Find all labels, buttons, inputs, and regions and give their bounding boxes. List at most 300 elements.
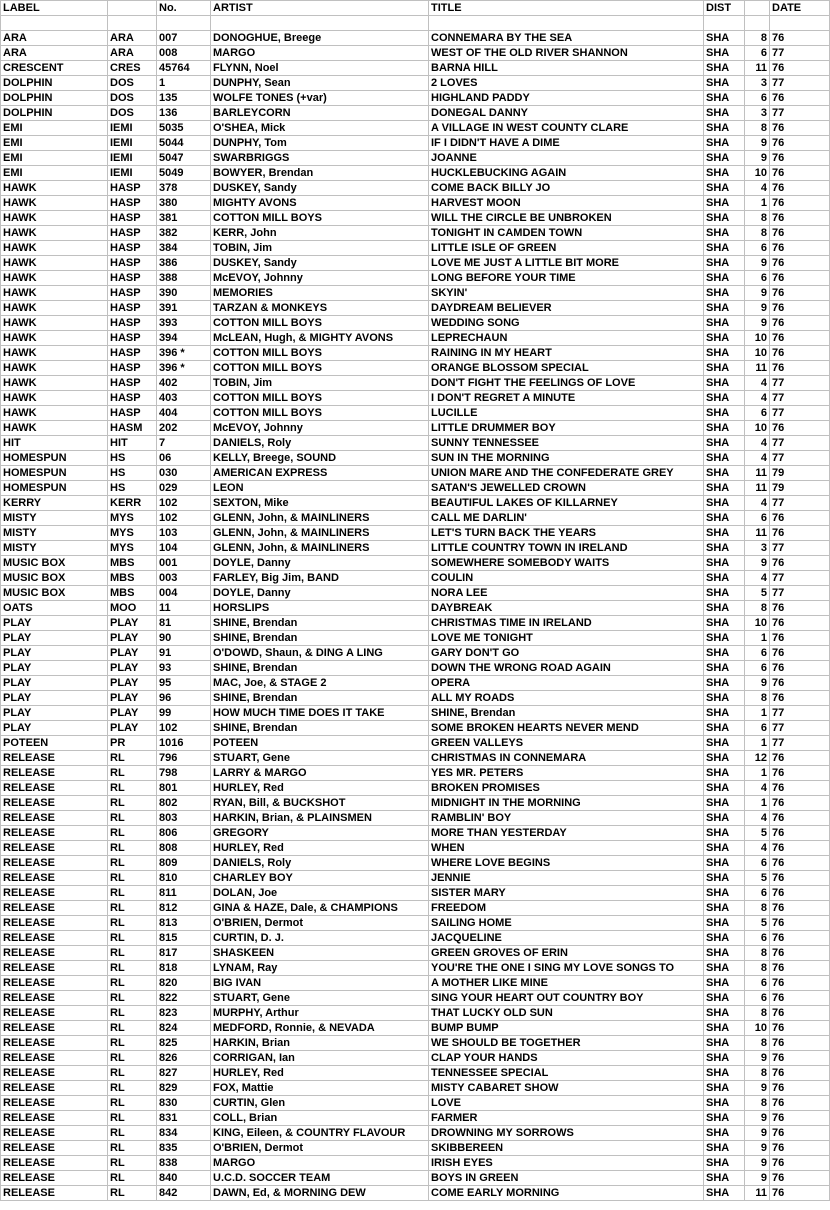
cell-title: GREEN GROVES OF ERIN <box>429 946 704 961</box>
cell-title: LITTLE ISLE OF GREEN <box>429 241 704 256</box>
column-header-dist: DIST <box>704 1 745 16</box>
cell-date: 76 <box>770 901 830 916</box>
cell-date: 77 <box>770 541 830 556</box>
cell-dist: SHA <box>704 586 745 601</box>
cell-label: MUSIC BOX <box>1 571 108 586</box>
cell-title: MISTY CABARET SHOW <box>429 1081 704 1096</box>
cell-date: 76 <box>770 1126 830 1141</box>
cell-dist: SHA <box>704 31 745 46</box>
cell-label-code: RL <box>108 796 157 811</box>
cell-label: RELEASE <box>1 751 108 766</box>
cell-label-code: RL <box>108 1171 157 1186</box>
cell-number: 827 <box>157 1066 211 1081</box>
cell-label-code: HASP <box>108 211 157 226</box>
cell-date: 76 <box>770 241 830 256</box>
cell-date: 77 <box>770 436 830 451</box>
cell-artist: LARRY & MARGO <box>211 766 429 781</box>
cell-title: ALL MY ROADS <box>429 691 704 706</box>
cell-label: RELEASE <box>1 946 108 961</box>
cell-dist: SHA <box>704 256 745 271</box>
cell-date: 76 <box>770 346 830 361</box>
cell-title: CALL ME DARLIN' <box>429 511 704 526</box>
cell-date: 76 <box>770 781 830 796</box>
cell-number: 803 <box>157 811 211 826</box>
table-row <box>1 391 830 406</box>
cell-dist: SHA <box>704 76 745 91</box>
cell-month: 9 <box>745 676 770 691</box>
cell-month: 9 <box>745 556 770 571</box>
cell-title: YES MR. PETERS <box>429 766 704 781</box>
column-header-title: TITLE <box>429 1 704 16</box>
cell-month: 8 <box>745 121 770 136</box>
cell-label: PLAY <box>1 661 108 676</box>
cell-label-code: IEMI <box>108 121 157 136</box>
table-row <box>1 766 830 781</box>
cell-month: 11 <box>745 466 770 481</box>
cell-date: 76 <box>770 1081 830 1096</box>
cell-label-code: HASP <box>108 226 157 241</box>
cell-dist: SHA <box>704 556 745 571</box>
cell-label-code: HASP <box>108 241 157 256</box>
cell-label-code: HASP <box>108 181 157 196</box>
cell-title: RAMBLIN' BOY <box>429 811 704 826</box>
cell-number: 813 <box>157 916 211 931</box>
cell-title: A VILLAGE IN WEST COUNTY CLARE <box>429 121 704 136</box>
cell-number: 029 <box>157 481 211 496</box>
cell-month: 6 <box>745 991 770 1006</box>
cell-dist: SHA <box>704 646 745 661</box>
table-row <box>1 511 830 526</box>
cell-label: HIT <box>1 436 108 451</box>
cell-dist: SHA <box>704 961 745 976</box>
cell-title: HUCKLEBUCKING AGAIN <box>429 166 704 181</box>
cell-label: RELEASE <box>1 916 108 931</box>
cell-title: BEAUTIFUL LAKES OF KILLARNEY <box>429 496 704 511</box>
cell-title: CONNEMARA BY THE SEA <box>429 31 704 46</box>
cell-dist: SHA <box>704 421 745 436</box>
cell-month: 8 <box>745 31 770 46</box>
cell-label: RELEASE <box>1 811 108 826</box>
cell-dist: SHA <box>704 91 745 106</box>
cell-label-code: PR <box>108 736 157 751</box>
cell-dist: SHA <box>704 451 745 466</box>
table-row <box>1 226 830 241</box>
cell-number: 5047 <box>157 151 211 166</box>
cell-title: SHINE, Brendan <box>429 706 704 721</box>
cell-title: THAT LUCKY OLD SUN <box>429 1006 704 1021</box>
cell-date: 77 <box>770 706 830 721</box>
cell-dist: SHA <box>704 631 745 646</box>
cell-label: HAWK <box>1 376 108 391</box>
cell-date: 76 <box>770 361 830 376</box>
cell-artist: DUSKEY, Sandy <box>211 181 429 196</box>
cell-month: 4 <box>745 841 770 856</box>
cell-artist: MURPHY, Arthur <box>211 1006 429 1021</box>
cell-label-code: HASP <box>108 316 157 331</box>
cell-title: LEPRECHAUN <box>429 331 704 346</box>
table-row <box>1 1006 830 1021</box>
cell-artist: COTTON MILL BOYS <box>211 346 429 361</box>
table-row <box>1 991 830 1006</box>
table-row <box>1 1141 830 1156</box>
cell-artist: SWARBRIGGS <box>211 151 429 166</box>
cell-title: DONEGAL DANNY <box>429 106 704 121</box>
cell-dist: SHA <box>704 736 745 751</box>
cell-date: 76 <box>770 556 830 571</box>
cell-title: CHRISTMAS IN CONNEMARA <box>429 751 704 766</box>
cell-month: 5 <box>745 586 770 601</box>
cell-number: 403 <box>157 391 211 406</box>
cell-dist: SHA <box>704 466 745 481</box>
cell-month: 11 <box>745 526 770 541</box>
cell-artist: RYAN, Bill, & BUCKSHOT <box>211 796 429 811</box>
cell-title: LET'S TURN BACK THE YEARS <box>429 526 704 541</box>
cell-label: HOMESPUN <box>1 481 108 496</box>
table-row <box>1 661 830 676</box>
cell-artist: SHINE, Brendan <box>211 616 429 631</box>
cell-artist: CORRIGAN, Ian <box>211 1051 429 1066</box>
cell-date: 76 <box>770 61 830 76</box>
cell-title: JENNIE <box>429 871 704 886</box>
cell-dist: SHA <box>704 766 745 781</box>
cell-number: 834 <box>157 1126 211 1141</box>
cell-dist: SHA <box>704 571 745 586</box>
cell-label-code: PLAY <box>108 616 157 631</box>
cell-label: PLAY <box>1 676 108 691</box>
cell-date: 77 <box>770 76 830 91</box>
table-row <box>1 961 830 976</box>
cell-number: 1016 <box>157 736 211 751</box>
cell-dist: SHA <box>704 151 745 166</box>
cell-artist: HARKIN, Brian <box>211 1036 429 1051</box>
cell-dist: SHA <box>704 226 745 241</box>
table-row <box>1 61 830 76</box>
cell-artist: DAWN, Ed, & MORNING DEW <box>211 1186 429 1201</box>
cell-number: 96 <box>157 691 211 706</box>
cell-title: SUN IN THE MORNING <box>429 451 704 466</box>
cell-month: 1 <box>745 796 770 811</box>
cell-label-code: RL <box>108 931 157 946</box>
cell-month: 1 <box>745 196 770 211</box>
cell-date: 76 <box>770 331 830 346</box>
table-row <box>1 901 830 916</box>
cell-number: 838 <box>157 1156 211 1171</box>
cell-label-code: PLAY <box>108 721 157 736</box>
cell-date: 76 <box>770 121 830 136</box>
cell-month: 1 <box>745 766 770 781</box>
cell-dist: SHA <box>704 871 745 886</box>
cell-dist: SHA <box>704 46 745 61</box>
cell-number: 45764 <box>157 61 211 76</box>
cell-artist: DUSKEY, Sandy <box>211 256 429 271</box>
cell-number: 136 <box>157 106 211 121</box>
cell-number: 842 <box>157 1186 211 1201</box>
cell-number: 1 <box>157 76 211 91</box>
cell-title: WE SHOULD BE TOGETHER <box>429 1036 704 1051</box>
cell-artist: SHINE, Brendan <box>211 721 429 736</box>
table-row <box>1 496 830 511</box>
cell-artist: DUNPHY, Tom <box>211 136 429 151</box>
cell-label-code: MBS <box>108 571 157 586</box>
table-row <box>1 646 830 661</box>
cell-title: I DON'T REGRET A MINUTE <box>429 391 704 406</box>
cell-label-code: HASP <box>108 376 157 391</box>
cell-date: 77 <box>770 46 830 61</box>
cell-dist: SHA <box>704 541 745 556</box>
column-header-date: DATE <box>770 1 830 16</box>
cell-date: 76 <box>770 1141 830 1156</box>
cell-date: 77 <box>770 391 830 406</box>
cell-number: 91 <box>157 646 211 661</box>
cell-dist: SHA <box>704 1096 745 1111</box>
cell-artist: BOWYER, Brendan <box>211 166 429 181</box>
cell-dist: SHA <box>704 166 745 181</box>
cell-dist: SHA <box>704 796 745 811</box>
cell-month: 9 <box>745 1051 770 1066</box>
cell-dist: SHA <box>704 1006 745 1021</box>
cell-month: 9 <box>745 136 770 151</box>
cell-artist: HARKIN, Brian, & PLAINSMEN <box>211 811 429 826</box>
cell-label-code: RL <box>108 856 157 871</box>
cell-date: 76 <box>770 946 830 961</box>
cell-number: 99 <box>157 706 211 721</box>
cell-label: HAWK <box>1 196 108 211</box>
cell-month: 9 <box>745 1141 770 1156</box>
cell-date: 77 <box>770 406 830 421</box>
cell-title: LOVE <box>429 1096 704 1111</box>
cell-label-code: RL <box>108 1111 157 1126</box>
cell-label: RELEASE <box>1 1141 108 1156</box>
cell-label-code: HS <box>108 466 157 481</box>
column-header-month <box>745 1 770 16</box>
cell-dist: SHA <box>704 901 745 916</box>
cell-artist: DUNPHY, Sean <box>211 76 429 91</box>
table-row <box>1 136 830 151</box>
cell-artist: WOLFE TONES (+var) <box>211 91 429 106</box>
cell-date: 76 <box>770 676 830 691</box>
cell-dist: SHA <box>704 1036 745 1051</box>
table-row <box>1 946 830 961</box>
cell-month: 1 <box>745 631 770 646</box>
cell-label: RELEASE <box>1 1096 108 1111</box>
table-row <box>1 76 830 91</box>
cell-dist: SHA <box>704 991 745 1006</box>
cell-month: 10 <box>745 346 770 361</box>
cell-date: 76 <box>770 1036 830 1051</box>
cell-number: 802 <box>157 796 211 811</box>
cell-dist: SHA <box>704 1066 745 1081</box>
table-row <box>1 451 830 466</box>
cell-label-code: RL <box>108 1126 157 1141</box>
cell-month: 6 <box>745 241 770 256</box>
cell-label-code: ARA <box>108 31 157 46</box>
cell-label-code: RL <box>108 1186 157 1201</box>
cell-label: CRESCENT <box>1 61 108 76</box>
cell-number: 001 <box>157 556 211 571</box>
cell-artist: HURLEY, Red <box>211 1066 429 1081</box>
cell-month: 4 <box>745 391 770 406</box>
cell-label-code: RL <box>108 1081 157 1096</box>
cell-dist: SHA <box>704 511 745 526</box>
cell-month: 6 <box>745 886 770 901</box>
cell-number: 818 <box>157 961 211 976</box>
cell-label-code: RL <box>108 841 157 856</box>
table-row <box>1 721 830 736</box>
cell-label: HAWK <box>1 211 108 226</box>
cell-label: HOMESPUN <box>1 451 108 466</box>
cell-month: 9 <box>745 256 770 271</box>
cell-artist: O'BRIEN, Dermot <box>211 916 429 931</box>
cell-number: 104 <box>157 541 211 556</box>
cell-label-code: MBS <box>108 556 157 571</box>
cell-number: 820 <box>157 976 211 991</box>
cell-title: ORANGE BLOSSOM SPECIAL <box>429 361 704 376</box>
table-row <box>1 421 830 436</box>
cell-title: BROKEN PROMISES <box>429 781 704 796</box>
cell-dist: SHA <box>704 196 745 211</box>
cell-month: 11 <box>745 1186 770 1201</box>
cell-label: HAWK <box>1 361 108 376</box>
cell-label-code: MYS <box>108 526 157 541</box>
cell-number: 5035 <box>157 121 211 136</box>
cell-label: RELEASE <box>1 856 108 871</box>
cell-date: 76 <box>770 316 830 331</box>
cell-number: 388 <box>157 271 211 286</box>
cell-label: MUSIC BOX <box>1 556 108 571</box>
cell-title <box>429 16 704 31</box>
table-row <box>1 676 830 691</box>
cell-month: 12 <box>745 751 770 766</box>
cell-artist: HORSLIPS <box>211 601 429 616</box>
column-header-label-code <box>108 1 157 16</box>
cell-month: 8 <box>745 691 770 706</box>
cell-month: 9 <box>745 1156 770 1171</box>
cell-label: RELEASE <box>1 931 108 946</box>
cell-label-code: RL <box>108 916 157 931</box>
cell-number: 823 <box>157 1006 211 1021</box>
cell-label-code: IEMI <box>108 151 157 166</box>
cell-number: 007 <box>157 31 211 46</box>
cell-label-code: HASP <box>108 331 157 346</box>
cell-artist: McEVOY, Johnny <box>211 421 429 436</box>
cell-artist: TOBIN, Jim <box>211 241 429 256</box>
cell-title: A MOTHER LIKE MINE <box>429 976 704 991</box>
cell-artist: U.C.D. SOCCER TEAM <box>211 1171 429 1186</box>
cell-title: 2 LOVES <box>429 76 704 91</box>
cell-number: 840 <box>157 1171 211 1186</box>
table-row <box>1 826 830 841</box>
cell-date: 76 <box>770 181 830 196</box>
cell-label: EMI <box>1 151 108 166</box>
cell-month: 10 <box>745 1021 770 1036</box>
cell-number: 812 <box>157 901 211 916</box>
cell-label-code: CRES <box>108 61 157 76</box>
cell-dist: SHA <box>704 946 745 961</box>
cell-label: HAWK <box>1 331 108 346</box>
cell-number: 402 <box>157 376 211 391</box>
cell-label-code: RL <box>108 991 157 1006</box>
cell-artist: O'BRIEN, Dermot <box>211 1141 429 1156</box>
cell-label: PLAY <box>1 646 108 661</box>
cell-dist: SHA <box>704 346 745 361</box>
cell-date: 76 <box>770 661 830 676</box>
cell-label: PLAY <box>1 721 108 736</box>
cell-label: HAWK <box>1 181 108 196</box>
header-row <box>1 1 830 16</box>
cell-month: 8 <box>745 1096 770 1111</box>
table-row <box>1 571 830 586</box>
cell-artist: DOYLE, Danny <box>211 586 429 601</box>
cell-date: 76 <box>770 1021 830 1036</box>
cell-title: SKYIN' <box>429 286 704 301</box>
cell-label-code <box>108 16 157 31</box>
cell-label: HAWK <box>1 406 108 421</box>
cell-title: GARY DON'T GO <box>429 646 704 661</box>
cell-month: 4 <box>745 571 770 586</box>
table-row <box>1 706 830 721</box>
cell-number: 394 <box>157 331 211 346</box>
table-row <box>1 16 830 31</box>
cell-label-code: DOS <box>108 76 157 91</box>
cell-label-code: HASP <box>108 271 157 286</box>
cell-month: 9 <box>745 151 770 166</box>
cell-number: 95 <box>157 676 211 691</box>
cell-title: GREEN VALLEYS <box>429 736 704 751</box>
cell-date: 77 <box>770 571 830 586</box>
table-row <box>1 631 830 646</box>
cell-label: RELEASE <box>1 1126 108 1141</box>
cell-label-code: RL <box>108 751 157 766</box>
cell-artist: MARGO <box>211 1156 429 1171</box>
cell-number: 003 <box>157 571 211 586</box>
cell-title: FREEDOM <box>429 901 704 916</box>
cell-label-code: RL <box>108 766 157 781</box>
cell-title: UNION MARE AND THE CONFEDERATE GREY <box>429 466 704 481</box>
cell-date: 76 <box>770 691 830 706</box>
cell-month: 1 <box>745 706 770 721</box>
cell-title: SKIBBEREEN <box>429 1141 704 1156</box>
cell-artist: HURLEY, Red <box>211 781 429 796</box>
cell-month: 9 <box>745 316 770 331</box>
cell-date: 76 <box>770 1066 830 1081</box>
cell-number: 825 <box>157 1036 211 1051</box>
cell-date: 76 <box>770 871 830 886</box>
cell-date: 76 <box>770 196 830 211</box>
cell-artist: TOBIN, Jim <box>211 376 429 391</box>
cell-label: RELEASE <box>1 1051 108 1066</box>
cell-label-code: HASP <box>108 406 157 421</box>
table-row <box>1 886 830 901</box>
cell-dist: SHA <box>704 301 745 316</box>
cell-month: 11 <box>745 361 770 376</box>
cell-title: BOYS IN GREEN <box>429 1171 704 1186</box>
cell-artist: KING, Eileen, & COUNTRY FLAVOUR <box>211 1126 429 1141</box>
cell-title: RAINING IN MY HEART <box>429 346 704 361</box>
cell-date: 79 <box>770 481 830 496</box>
cell-artist: BARLEYCORN <box>211 106 429 121</box>
cell-dist: SHA <box>704 316 745 331</box>
cell-month: 3 <box>745 106 770 121</box>
cell-artist: BIG IVAN <box>211 976 429 991</box>
cell-label-code: PLAY <box>108 676 157 691</box>
cell-number: 008 <box>157 46 211 61</box>
cell-number: 7 <box>157 436 211 451</box>
table-row <box>1 931 830 946</box>
cell-month: 11 <box>745 481 770 496</box>
cell-month: 10 <box>745 331 770 346</box>
cell-date: 76 <box>770 616 830 631</box>
cell-artist: HOW MUCH TIME DOES IT TAKE <box>211 706 429 721</box>
